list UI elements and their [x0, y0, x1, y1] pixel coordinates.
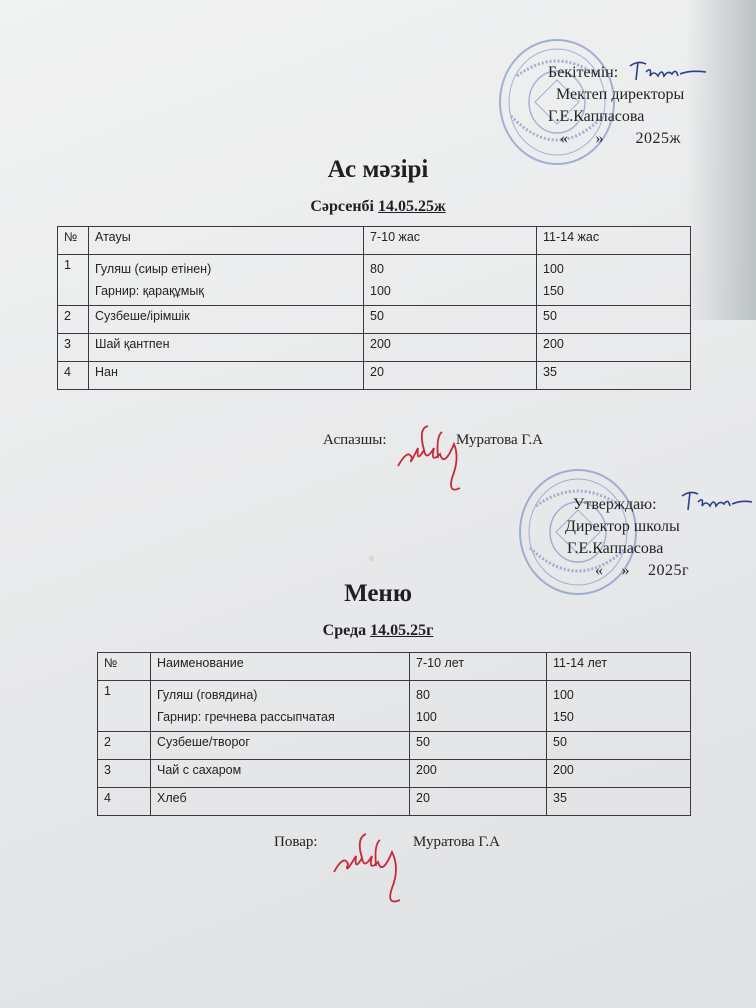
table-row [98, 732, 691, 760]
row-name: Шай қантпен [89, 334, 364, 362]
portion-value: 80 [416, 688, 430, 702]
header-name: Атауы [89, 227, 364, 255]
table-row [58, 362, 691, 390]
header-name: Наименование [151, 653, 410, 681]
cook-label: Повар: [274, 834, 318, 850]
table-row [98, 788, 691, 816]
menu-table-kz [57, 226, 691, 390]
approval-block-ru [565, 494, 689, 582]
paper-mark [369, 556, 374, 561]
approve-director-name: Г.Е.Каппасова [548, 108, 645, 125]
row-portion-11-14: 50 [547, 732, 691, 760]
row-portion-11-14 [537, 255, 691, 306]
menu-title-kz: Ас мәзірі [327, 156, 429, 183]
cook-signature-ru [330, 828, 416, 912]
row-number: 4 [58, 362, 89, 390]
header-age-11-14: 11-14 жас [537, 227, 691, 255]
day-label: Сәрсенбі [310, 198, 374, 215]
garnish-name: Гарнир: гречнева рассыпчатая [157, 710, 335, 724]
header-number: № [58, 227, 89, 255]
row-number: 2 [98, 732, 151, 760]
director-signature-bottom [680, 488, 754, 514]
approve-label: Бекітемін: [548, 64, 619, 81]
row-portion-11-14 [547, 681, 691, 732]
day-label: Среда [322, 622, 367, 639]
row-number: 4 [98, 788, 151, 816]
row-portion-11-14: 35 [537, 362, 691, 390]
portion-value: 100 [553, 688, 574, 702]
row-portion-11-14: 50 [537, 306, 691, 334]
header-age-11-14: 11-14 лет [547, 653, 691, 681]
row-portion-7-10: 20 [364, 362, 537, 390]
approve-director-name: Г.Е.Каппасова [567, 540, 664, 557]
table-row [98, 760, 691, 788]
director-signature-top [628, 58, 708, 84]
header-number: № [98, 653, 151, 681]
row-portion-11-14: 35 [547, 788, 691, 816]
row-name: Сузбеше/ірімшік [89, 306, 364, 334]
header-age-7-10: 7-10 лет [410, 653, 547, 681]
approve-label: Утверждаю: [573, 496, 657, 513]
row-name: Нан [89, 362, 364, 390]
approve-date: « » 2025г [595, 562, 690, 579]
dish-name: Гуляш (говядина) [157, 688, 258, 702]
row-number: 1 [58, 255, 89, 306]
approve-date: « » 2025ж [560, 130, 682, 147]
portion-value: 100 [416, 710, 437, 724]
row-number: 3 [58, 334, 89, 362]
portion-value: 100 [543, 262, 564, 276]
row-portion-11-14: 200 [547, 760, 691, 788]
portion-value: 150 [553, 710, 574, 724]
table-header-row [58, 227, 691, 255]
cook-name: Муратова Г.А [456, 432, 543, 448]
menu-day-ru [0, 622, 756, 640]
dish-name: Гуляш (сиыр етінен) [95, 262, 212, 276]
cook-label: Аспазшы: [323, 432, 387, 448]
row-number: 3 [98, 760, 151, 788]
row-portion-7-10 [364, 255, 537, 306]
menu-day-kz [0, 198, 756, 216]
row-name: Чай с сахаром [151, 760, 410, 788]
cook-name: Муратова Г.А [413, 834, 500, 850]
menu-date: 14.05.25ж [378, 198, 446, 215]
approve-position: Директор школы [565, 518, 680, 535]
cook-signature-kz [394, 418, 470, 498]
table-row [98, 681, 691, 732]
garnish-name: Гарнир: қарақұмық [95, 284, 204, 298]
row-name [89, 255, 364, 306]
table-row [58, 306, 691, 334]
row-name: Хлеб [151, 788, 410, 816]
header-age-7-10: 7-10 жас [364, 227, 537, 255]
portion-value: 100 [370, 284, 391, 298]
row-portion-11-14: 200 [537, 334, 691, 362]
row-name: Сузбеше/творог [151, 732, 410, 760]
approve-position: Мектеп директоры [556, 86, 685, 103]
row-portion-7-10: 50 [410, 732, 547, 760]
portion-value: 150 [543, 284, 564, 298]
portion-value: 80 [370, 262, 384, 276]
row-portion-7-10: 20 [410, 788, 547, 816]
row-portion-7-10: 50 [364, 306, 537, 334]
row-name [151, 681, 410, 732]
row-number: 2 [58, 306, 89, 334]
menu-title-ru: Меню [344, 580, 412, 607]
table-row [58, 334, 691, 362]
row-portion-7-10: 200 [364, 334, 537, 362]
row-portion-7-10: 200 [410, 760, 547, 788]
menu-table-ru [97, 652, 691, 816]
row-portion-7-10 [410, 681, 547, 732]
table-row [58, 255, 691, 306]
row-number: 1 [98, 681, 151, 732]
table-header-row [98, 653, 691, 681]
menu-date: 14.05.25г [370, 622, 434, 639]
